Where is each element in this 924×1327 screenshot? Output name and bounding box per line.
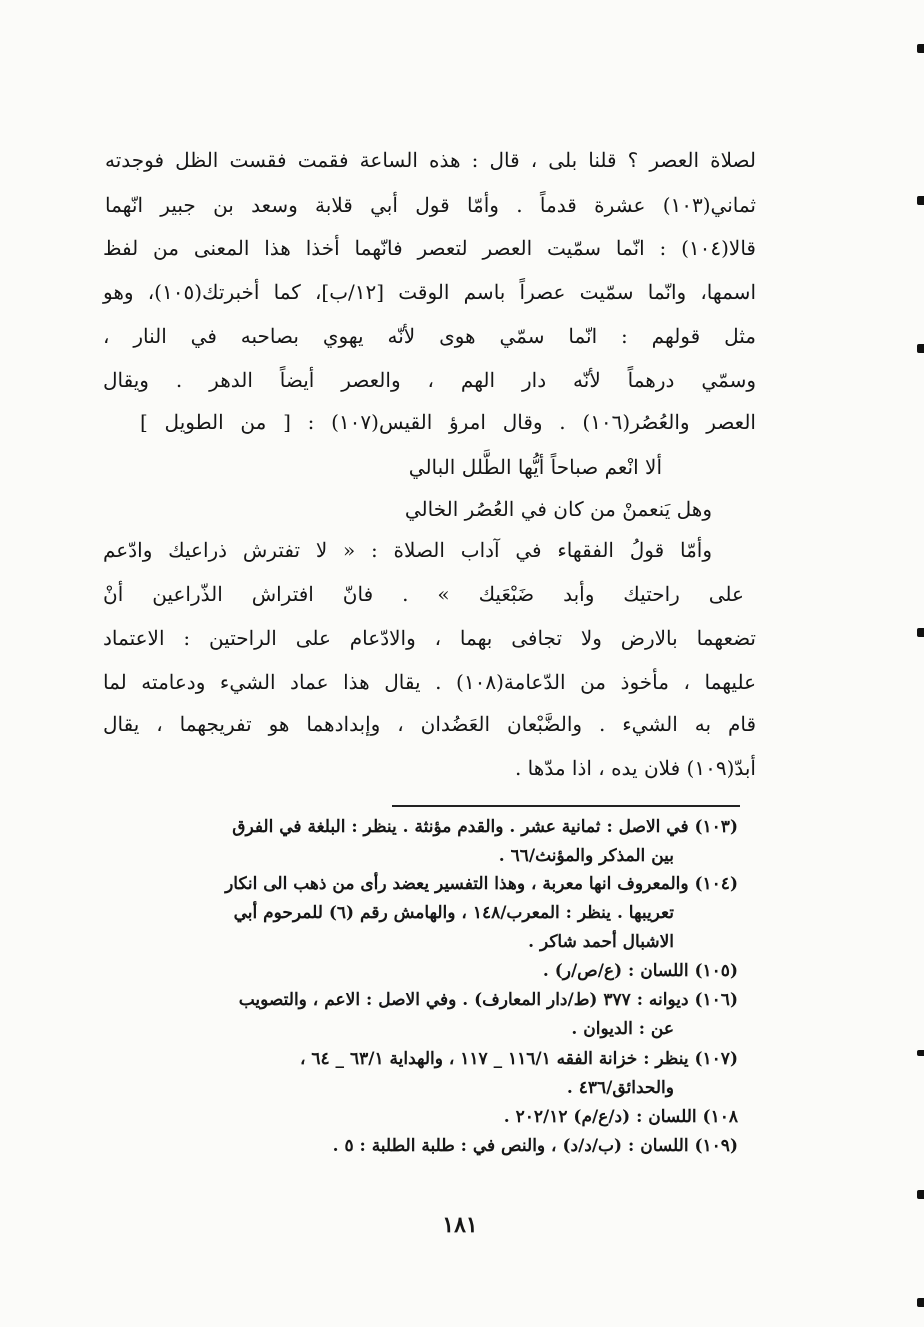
scan-edge-mark	[917, 1190, 924, 1199]
footnote-106: (١٠٦) ديوانه : ٣٧٧ (ط/دار المعارف) . وفي الاصل : الاعم ، والتصويب	[238, 990, 738, 1010]
scan-edge-mark	[917, 1050, 924, 1056]
body-line-1: لصلاة العصر ؟ قلنا بلى ، قال : هذه الساعة فقمت فقست الظل فوجدته	[105, 148, 756, 172]
footnote-divider	[392, 805, 740, 807]
footnote-104: (١٠٤) والمعروف انها معربة ، وهذا التفسير يعضد رأى من ذهب الى انكار	[225, 874, 738, 894]
page-number: ١٨١	[442, 1212, 478, 1238]
body2-line-5: قام به الشيء . والضَّبْعان العَضُدان ، وإبدادهما هو تفريجهما ، يقال	[103, 712, 756, 736]
footnote-106-cont: عن : الديوان .	[571, 1019, 674, 1039]
scan-edge-mark	[917, 196, 924, 205]
scan-edge-mark	[917, 1298, 924, 1307]
verse-line-1: ألا انْعم صباحاً أيُّها الطَّلل البالي	[408, 455, 662, 479]
body-line-5: مثل قولهم : انّما سمّي هوى لأنّه يهوي بصاحبه في النار ،	[103, 324, 756, 348]
footnote-105: (١٠٥) اللسان : (ع/ص/ر) .	[542, 961, 738, 981]
scan-edge-mark	[917, 628, 924, 637]
body2-line-4: عليهما ، مأخوذ من الدّعامة(١٠٨) . يقال هذا عماد الشيء ودعامته لما	[103, 670, 757, 694]
footnote-103-cont: بين المذكر والمؤنث/٦٦ .	[498, 846, 674, 866]
footnote-104-cont: تعريبها . ينظر : المعرب/١٤٨ ، والهامش رقم (٦) للمرحوم أبي	[233, 903, 674, 923]
footnote-104-cont2: الاشبال أحمد شاكر .	[528, 932, 674, 952]
body2-line-3: تضعهما بالارض ولا تجافى بهما ، والادّعام على الراحتين : الاعتماد	[103, 626, 756, 650]
body-line-7: العصر والعُصُر(١٠٦) . وقال امرؤ القيس(١٠٧) : [ من الطويل ]	[140, 410, 756, 434]
body-line-2: ثماني(١٠٣) عشرة قدماً . وأمّا قول أبي قلابة وسعد بن جبير انّهما	[105, 193, 756, 217]
body2-line-2: على راحتيك وأبد ضَبْعَيك » . فانّ افتراش الذّراعين أنْ	[103, 582, 744, 606]
body2-line-1: وأمّا قولُ الفقهاء في آداب الصلاة : « لا تفترش ذراعيك وادّعم	[103, 538, 712, 562]
scan-edge-mark	[917, 44, 924, 53]
body-line-4: اسمها، وانّما سمّيت عصراً باسم الوقت [١٢/ب]، كما أخبرتك(١٠٥)، وهو	[103, 280, 757, 304]
footnote-107-cont: والحدائق/٤٣٦ .	[566, 1078, 674, 1098]
scan-edge-mark	[917, 344, 924, 353]
body2-line-6: أبدّ(١٠٩) فلان يده ، اذا مدّها .	[514, 756, 756, 780]
footnote-103: (١٠٣) في الاصل : ثمانية عشر . والقدم مؤنثة . ينظر : البلغة في الفرق	[232, 817, 738, 837]
body-line-6: وسمّي درهماً لأنّه دار الهم ، والعصر أيضاً الدهر . ويقال	[103, 368, 756, 392]
footnote-107: (١٠٧) ينظر : خزانة الفقه ١١٦/١ _ ١١٧ ، والهداية ٦٣/١ _ ٦٤ ،	[299, 1049, 738, 1069]
footnote-109: (١٠٩) اللسان : (ب/د/د) ، والنص في : طلبة الطلبة : ٥ .	[332, 1136, 738, 1156]
verse-line-2: وهل يَنعمنْ من كان في العُصُر الخالي	[404, 497, 712, 521]
footnote-108: ١٠٨) اللسان : (د/ع/م) ٢٠٢/١٢ .	[503, 1107, 738, 1127]
body-line-3: قالا(١٠٤) : انّما سمّيت العصر لتعصر فانّهما أخذا هذا المعنى من لفظ	[103, 236, 756, 260]
